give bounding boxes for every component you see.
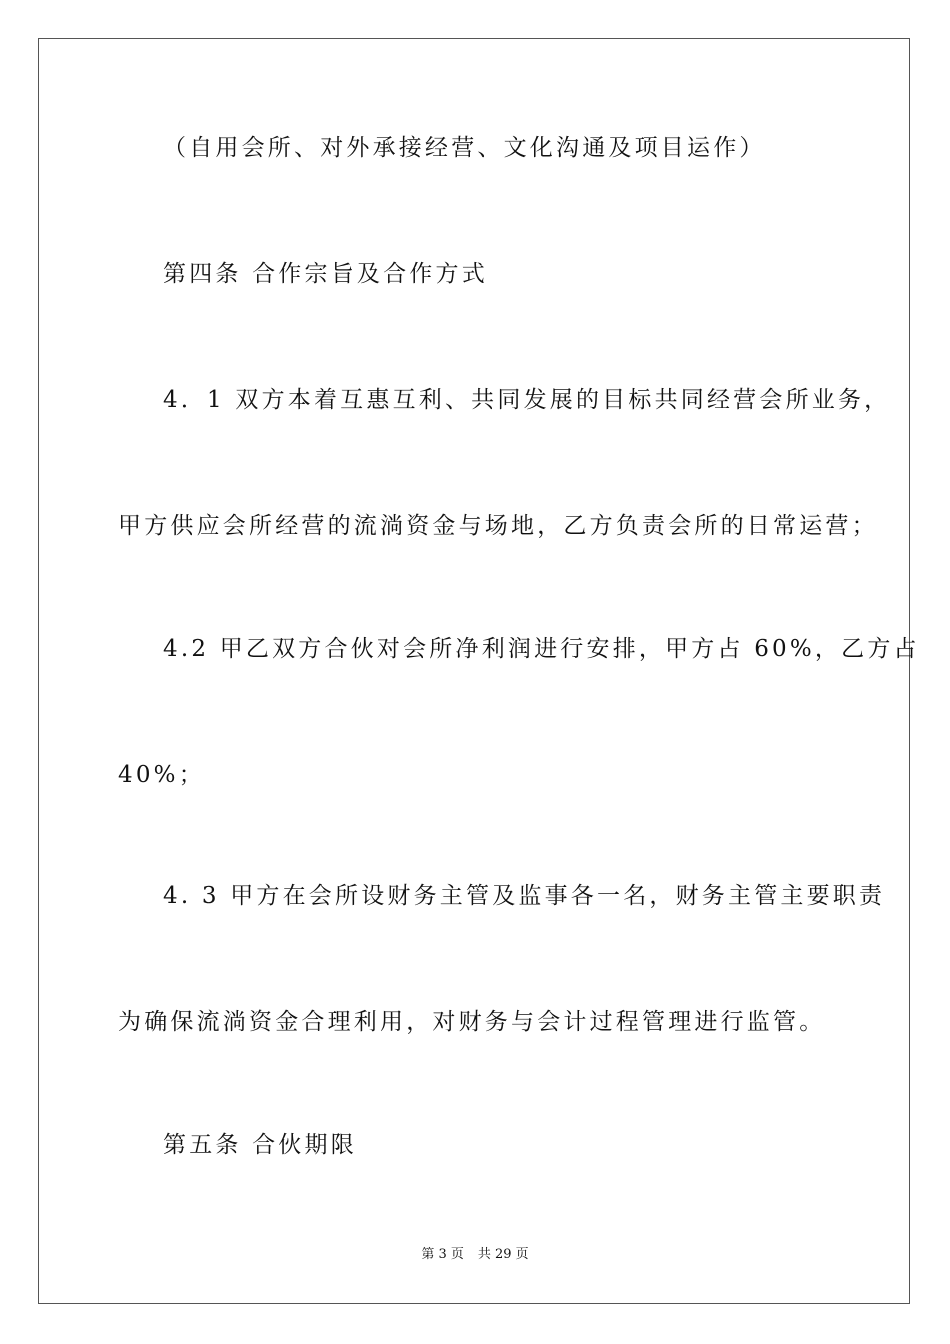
heading-article-four: 第四条 合作宗旨及合作方式 [163,261,488,287]
paragraph-4-2-line1: 4.2 甲乙双方合伙对会所净利润进行安排，甲方占 60%，乙方占 [163,636,920,662]
paragraph-4-3-line2: 为确保流淌资金合理利用，对财务与会计过程管理进行监管。 [118,1009,826,1035]
paragraph-4-3-line1: 4. 3 甲方在会所设财务主管及监事各一名，财务主管主要职责 [163,883,886,909]
page-border [38,38,910,1304]
paragraph-4-1-line1: 4．1 双方本着互惠互利、共同发展的目标共同经营会所业务， [163,387,891,413]
paragraph-scope: （自用会所、对外承接经营、文化沟通及项目运作） [163,135,766,161]
page-number: 第 3 页 [421,1247,464,1262]
page-total: 共 29 页 [477,1247,529,1262]
page-footer [0,1246,950,1264]
paragraph-4-2-line2: 40%； [118,762,205,788]
heading-article-five: 第五条 合伙期限 [163,1132,357,1158]
paragraph-4-1-line2: 甲方供应会所经营的流淌资金与场地，乙方负责会所的日常运营； [118,513,878,539]
